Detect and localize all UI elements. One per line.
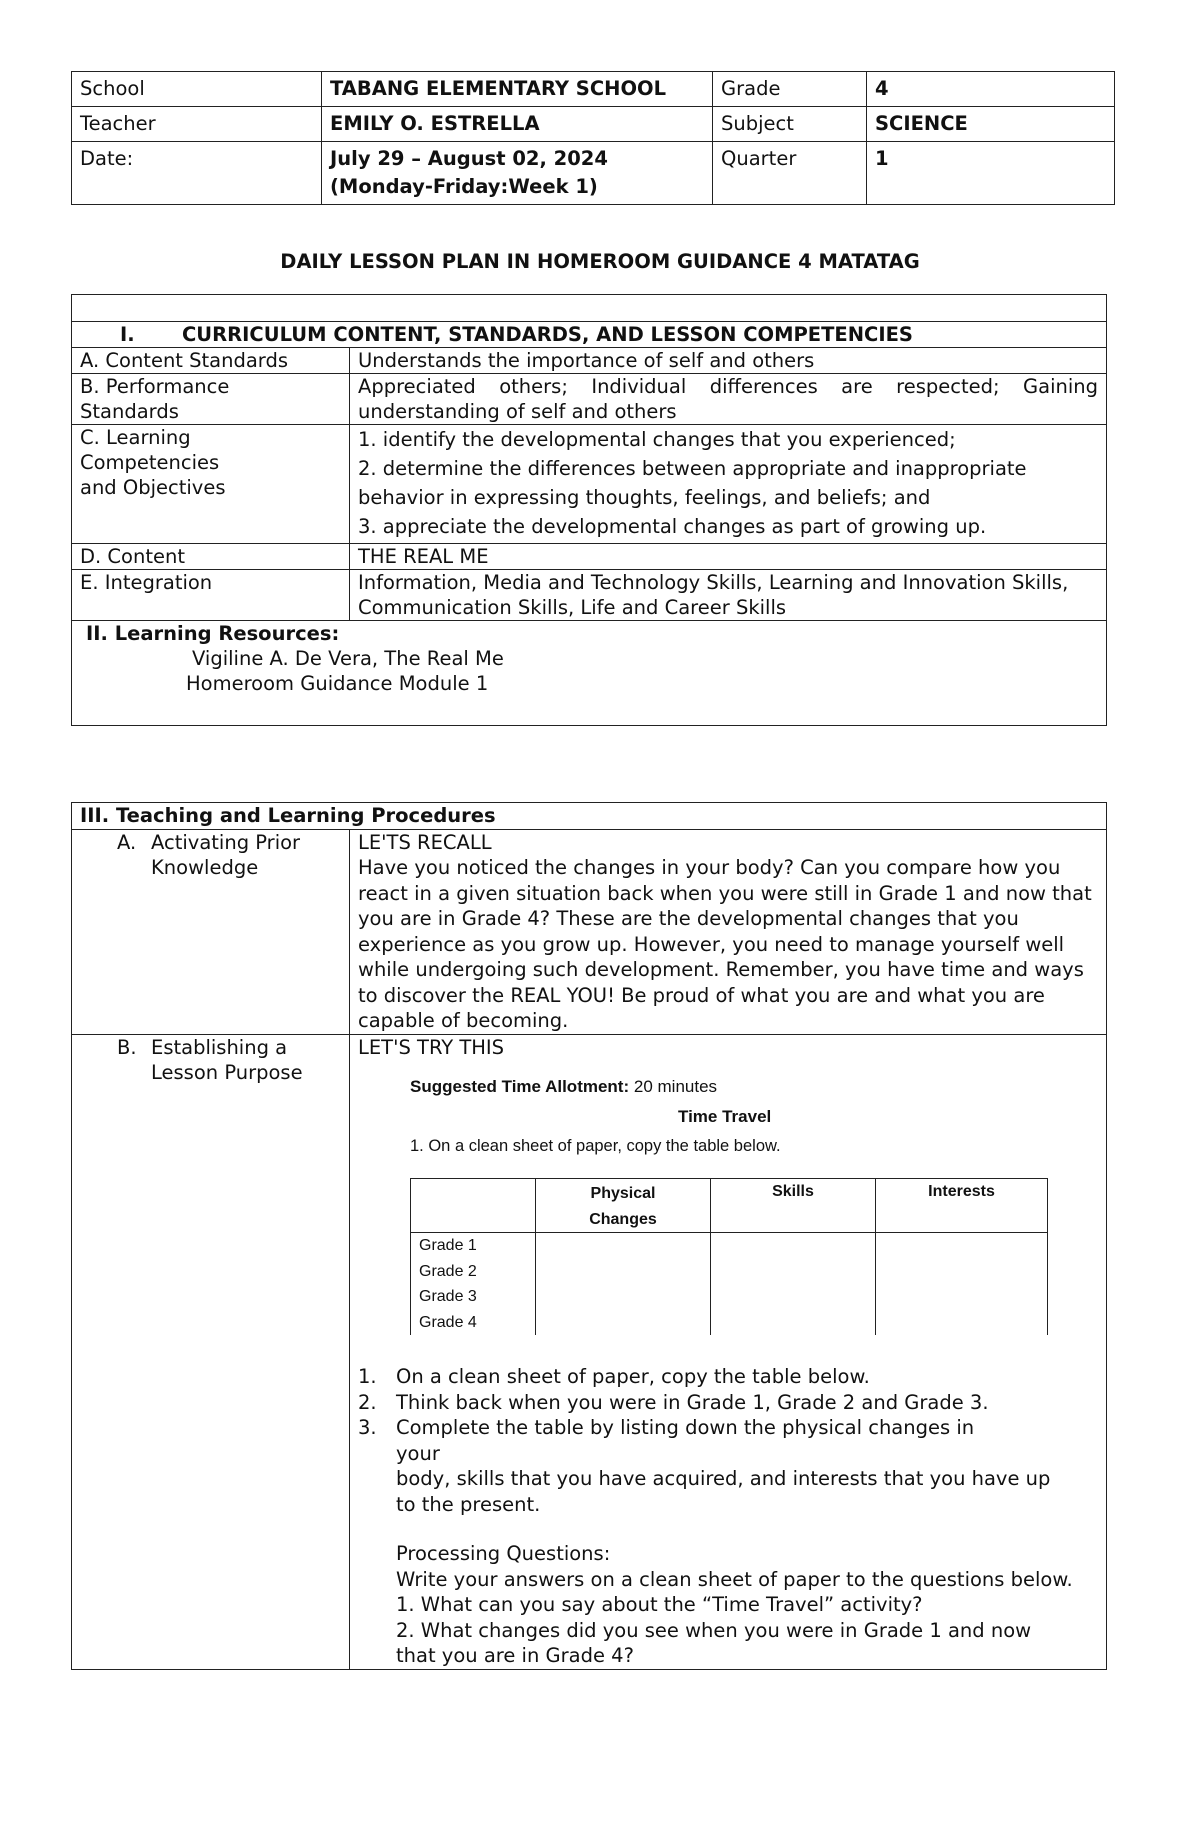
date-label: Date: (72, 142, 322, 205)
activating-knowledge-text: Have you noticed the changes in your body? Can you compare how you react in a given situation back when you were still in Grade 1 and now that you are in Grade 4? These are the developmental changes that you experience as you grow up. However, you need to manage yourself well while undergoing such development. Remember, you have time and ways to discover the REAL YOU! Be proud of what you are and what you are capable of becoming. (358, 856, 1092, 1032)
item-letter: A. (117, 830, 137, 854)
competencies-label-line-2: Competencies (80, 451, 220, 474)
date-row (72, 142, 1115, 205)
resource-item: Vigiline A. De Vera, The Real Me (192, 647, 504, 670)
activating-knowledge-label (72, 829, 350, 1034)
lesson-purpose-label-line-1: Establishing a (151, 1035, 288, 1059)
steps-list (358, 1364, 1098, 1517)
school-value: TABANG ELEMENTARY SCHOOL (322, 72, 713, 107)
grade-row-label: Grade 2 (419, 1262, 477, 1280)
learning-resources-heading: II. Learning Resources: (86, 622, 340, 645)
grade-row-label: Grade 3 (419, 1288, 477, 1305)
processing-questions (358, 1541, 1098, 1669)
question-item: that you are in Grade 4? (396, 1644, 634, 1667)
grade-list (411, 1233, 536, 1336)
step-item (358, 1390, 1098, 1416)
competencies-label-line-1: C. Learning (80, 426, 191, 449)
performance-standards-label (72, 374, 350, 425)
lesson-purpose-label-line-2: Lesson Purpose (151, 1061, 303, 1084)
teacher-value: EMILY O. ESTRELLA (322, 107, 713, 142)
performance-standards-row (72, 374, 1107, 425)
date-line-1: July 29 – August 02, 2024 (330, 147, 608, 170)
content-label: D. Content (72, 544, 350, 570)
competency-line: 1. identify the developmental changes that you experienced; (358, 428, 956, 451)
section1-heading (72, 322, 1107, 348)
resource-item: Homeroom Guidance Module 1 (186, 672, 489, 695)
performance-label-line-2: Standards (80, 400, 179, 423)
section1-heading-row (72, 322, 1107, 348)
processing-heading: Processing Questions: (396, 1542, 611, 1565)
grade-row-label: Grade 4 (419, 1313, 477, 1331)
activity-title: Time Travel (678, 1107, 772, 1126)
content-standards-value: Understands the importance of self and others (350, 348, 1107, 374)
school-label: School (72, 72, 322, 107)
integration-value: Information, Media and Technology Skills, Learning and Innovation Skills, Communication Skills, Life and Career Skills (350, 570, 1107, 621)
teacher-row (72, 107, 1115, 142)
section1-title: CURRICULUM CONTENT, STANDARDS, AND LESSON COMPETENCIES (182, 323, 913, 346)
time-allotment (410, 1074, 717, 1100)
content-standards-row (72, 348, 1107, 374)
date-value (322, 142, 713, 205)
performance-label-line-1: B. Performance (80, 375, 230, 398)
integration-label: E. Integration (72, 570, 350, 621)
activating-knowledge-content (350, 829, 1107, 1034)
competencies-row (72, 425, 1107, 544)
subject-value: SCIENCE (867, 107, 1115, 142)
processing-intro: Write your answers on a clean sheet of paper to the questions below. (396, 1567, 1073, 1591)
content-standards-label: A. Content Standards (72, 348, 350, 374)
content-row (72, 544, 1107, 570)
lesson-purpose-row (72, 1034, 1107, 1669)
competency-line: 2. determine the differences between appropriate and inappropriate (358, 457, 1027, 480)
content-value: THE REAL ME (350, 544, 1107, 570)
activating-label-line-1: Activating Prior (151, 830, 301, 854)
step-number: 1. (358, 1365, 377, 1388)
curriculum-table (71, 294, 1107, 726)
lets-try-this-title: LET'S TRY THIS (358, 1035, 505, 1059)
header-info-table (71, 71, 1115, 205)
time-travel-header-row (411, 1179, 1048, 1233)
empty-cell (536, 1233, 711, 1336)
grade-value: 4 (867, 72, 1115, 107)
step-number: 3. (358, 1416, 377, 1439)
column-header (411, 1179, 536, 1233)
step-continuation: body, skills that you have acquired, and interests that you have up (396, 1467, 1051, 1490)
competencies-label (72, 425, 350, 544)
teacher-label: Teacher (72, 107, 322, 142)
activating-label-line-2: Knowledge (151, 856, 259, 879)
learning-resources-row (72, 621, 1107, 726)
competencies-label-line-3: and Objectives (80, 476, 226, 499)
step-text: Think back when you were in Grade 1, Grade 2 and Grade 3. (396, 1390, 989, 1414)
empty-cell (711, 1233, 876, 1336)
page-title: DAILY LESSON PLAN IN HOMEROOM GUIDANCE 4 MATATAG (280, 250, 920, 273)
column-header: Physical Changes (536, 1179, 711, 1233)
quarter-label: Quarter (713, 142, 867, 205)
integration-row (72, 570, 1107, 621)
school-row (72, 72, 1115, 107)
step-number: 2. (358, 1390, 377, 1414)
date-line-2: (Monday-Friday:Week 1) (330, 175, 598, 198)
time-travel-figure (358, 1060, 1098, 1360)
section3-heading: III. Teaching and Learning Procedures (72, 803, 1107, 830)
grade-label: Grade (713, 72, 867, 107)
step-continuation: to the present. (396, 1492, 541, 1516)
time-allotment-label: Suggested Time Allotment: (410, 1077, 630, 1096)
step-text: On a clean sheet of paper, copy the table below. (396, 1365, 870, 1388)
learning-resources-cell (72, 621, 1107, 726)
empty-cell (876, 1233, 1048, 1336)
item-letter: B. (117, 1035, 137, 1059)
lesson-purpose-content (350, 1034, 1107, 1669)
step-item (358, 1415, 1098, 1466)
performance-standards-value: Appreciated others; Individual differences are respected; Gaining understanding of self and others (350, 374, 1107, 425)
quarter-value: 1 (867, 142, 1115, 205)
column-header: Skills (711, 1179, 876, 1233)
time-travel-table (410, 1178, 1048, 1335)
section1-numeral: I. (120, 323, 135, 346)
column-header: Interests (876, 1179, 1048, 1233)
question-item: 2. What changes did you see when you were in Grade 1 and now (396, 1618, 1032, 1642)
procedures-table (71, 802, 1107, 1670)
competency-line: 3. appreciate the developmental changes as part of growing up. (358, 515, 987, 538)
subject-label: Subject (713, 107, 867, 142)
grade-row-label: Grade 1 (419, 1237, 477, 1254)
competencies-value (350, 425, 1107, 544)
section3-heading-row (72, 803, 1107, 830)
competency-line: behavior in expressing thoughts, feelings, and beliefs; and (358, 486, 931, 509)
time-allotment-value: 20 minutes (633, 1077, 718, 1096)
time-travel-body-row (411, 1233, 1048, 1336)
question-item: 1. What can you say about the “Time Travel” activity? (396, 1593, 923, 1616)
blank-row (72, 295, 1107, 322)
lesson-purpose-label (72, 1034, 350, 1669)
activating-knowledge-row (72, 829, 1107, 1034)
figure-instruction: 1. On a clean sheet of paper, copy the table below. (410, 1137, 781, 1155)
step-item (358, 1364, 1098, 1390)
lets-recall-title: LE'TS RECALL (358, 830, 492, 854)
step-text: Complete the table by listing down the physical changes in your (396, 1416, 975, 1465)
